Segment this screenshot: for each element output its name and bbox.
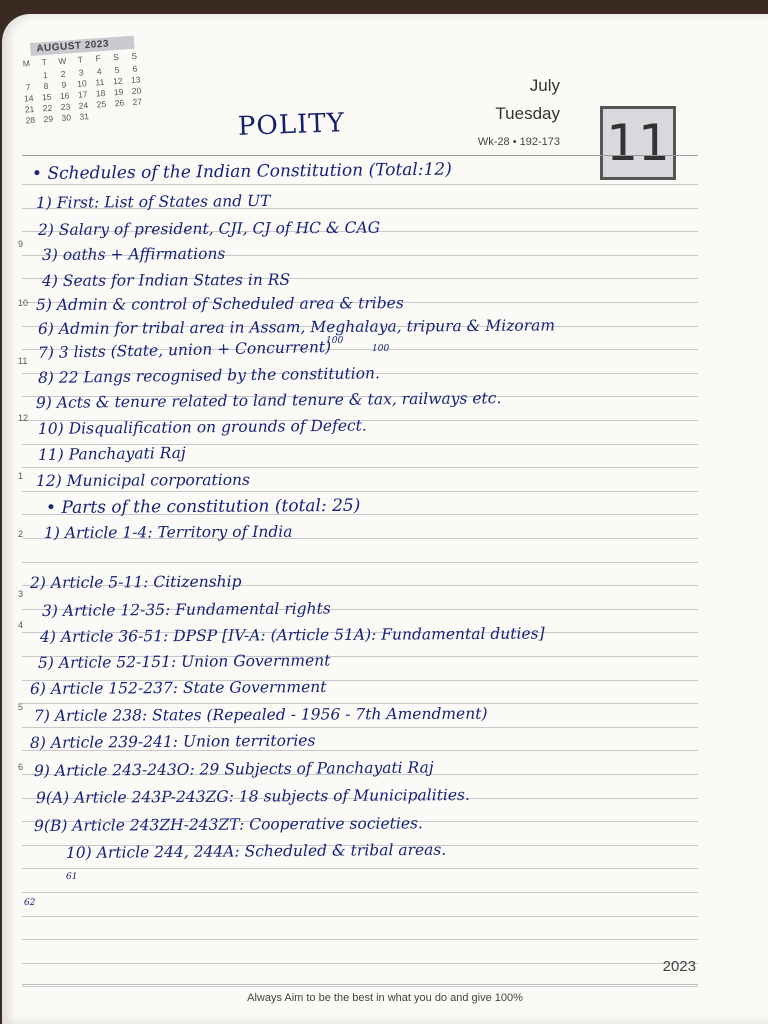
calendar-title: AUGUST 2023: [30, 36, 135, 56]
calendar-weekday: F: [95, 53, 102, 64]
calendar-weekday: S: [130, 50, 138, 61]
parts-title: • Parts of the constitution (total: 25): [45, 495, 361, 518]
calendar-date: 6: [132, 63, 138, 74]
calendar-date: 25: [96, 98, 107, 110]
calendar-weekday: S: [112, 51, 120, 63]
calendar-date: 28: [25, 114, 36, 126]
calendar-date: 7: [25, 82, 31, 93]
ruled-line: [22, 703, 698, 704]
annotation: 100: [372, 344, 390, 354]
schedule-item: 5) Admin & control of Scheduled area & tribes: [35, 294, 404, 314]
ruled-line: [22, 868, 698, 869]
calendar-date: 5: [114, 64, 120, 76]
ruled-line: [22, 491, 698, 492]
mini-calendar: [16, 35, 151, 127]
margin-hour-number: 12: [18, 413, 29, 423]
calendar-date: 22: [42, 102, 53, 114]
calendar-date: 3: [78, 67, 84, 78]
annotation: 62: [23, 897, 36, 908]
margin-hour-number: 10: [18, 298, 29, 308]
margin-hour-number: 6: [18, 762, 24, 772]
date-block: [468, 64, 748, 172]
part-item: 2) Article 5-11: Citizenship: [29, 572, 242, 592]
part-item: 3) Article 12-35: Fundamental rights: [41, 599, 331, 620]
part-item: 7) Article 238: States (Repealed - 1956 - 7th Amendment): [33, 704, 488, 725]
schedule-item: 8) 22 Langs recognised by the constitution.: [37, 364, 381, 387]
calendar-date: 1: [42, 69, 48, 81]
calendar-date: 27: [132, 96, 143, 107]
week-number: Wk-28 • 192-173: [477, 136, 560, 148]
annotation: 100: [326, 336, 344, 346]
date-weekday: Tuesday: [495, 104, 560, 123]
calendar-date: 30: [61, 112, 72, 123]
part-item: 4) Article 36-51: DPSP [IV-A: (Article 51A): Fundamental duties]: [39, 624, 545, 646]
margin-hour-number: 2: [18, 529, 24, 539]
ruled-line: [22, 916, 698, 917]
ruled-line: [22, 892, 698, 893]
schedules-title: • Schedules of the Indian Constitution (Total:12): [31, 159, 452, 184]
calendar-date: 15: [41, 91, 52, 103]
calendar-date: 19: [113, 86, 124, 98]
calendar-date: [111, 108, 130, 120]
ruled-line: [22, 184, 698, 185]
schedule-item: 2) Salary of president, CJI, CJ of HC & CAG: [37, 218, 381, 239]
calendar-date: 12: [112, 75, 123, 87]
calendar-weekday: M: [22, 58, 31, 69]
calendar-date: 14: [23, 92, 34, 104]
header-rule: [22, 155, 698, 156]
calendar-date: 26: [114, 97, 125, 109]
ruled-line: [22, 986, 698, 987]
schedule-item: 3) oaths + Affirmations: [41, 244, 226, 264]
calendar-date: 31: [79, 111, 90, 122]
date-month: July: [529, 76, 560, 95]
calendar-date: 16: [59, 90, 70, 102]
calendar-weekday: W: [57, 55, 67, 67]
part-item: 9(A) Article 243P-243ZG: 18 subjects of Municipalities.: [35, 785, 470, 807]
ruled-line: [22, 963, 698, 964]
ruled-line: [22, 467, 698, 468]
calendar-date: 17: [77, 89, 88, 100]
year-label: 2023: [662, 958, 696, 975]
margin-hour-number: 1: [18, 471, 24, 481]
schedule-item: 10) Disqualification on grounds of Defect.: [37, 416, 367, 438]
calendar-dates: [18, 63, 152, 127]
schedule-item: 9) Acts & tenure related to land tenure & tax, railways etc.: [35, 389, 502, 412]
calendar-date: 2: [60, 68, 66, 79]
schedule-item: 11) Panchayati Raj: [37, 443, 186, 464]
part-item: 9) Article 243-243O: 29 Subjects of Panchayati Raj: [33, 758, 434, 780]
schedule-item: 12) Municipal corporations: [35, 470, 251, 490]
part-item: 5) Article 52-151: Union Government: [37, 651, 331, 672]
schedule-item: 6) Admin for tribal area in Assam, Meghalaya, tripura & Mizoram: [37, 316, 556, 338]
part-item: 9(B) Article 243ZH-243ZT: Cooperative societies.: [33, 814, 423, 835]
calendar-weekday: T: [41, 56, 48, 68]
margin-hour-number: 11: [18, 356, 28, 366]
part-item: 8) Article 239-241: Union territories: [29, 731, 316, 752]
calendar-date: 18: [95, 87, 106, 99]
calendar-date: 13: [130, 74, 141, 86]
diary-page: [2, 14, 768, 1024]
calendar-date: 4: [96, 66, 102, 77]
ruled-line: [22, 727, 698, 728]
margin-hour-number: 5: [18, 702, 24, 712]
calendar-date: 20: [131, 85, 142, 97]
bottom-rule: [22, 984, 698, 985]
calendar-date: 10: [76, 78, 87, 89]
calendar-date: 29: [43, 113, 54, 125]
calendar-date: [93, 110, 112, 122]
calendar-date: 24: [78, 100, 89, 111]
ruled-line: [22, 939, 698, 940]
calendar-date: [129, 107, 148, 119]
day-number: 11: [600, 106, 676, 180]
footer-quote: Always Aim to be the best in what you do and give 100%: [247, 992, 523, 1004]
calendar-date: 23: [60, 101, 71, 113]
part-item: 6) Article 152-237: State Government: [29, 677, 327, 698]
schedule-item: 4) Seats for Indian States in RS: [41, 270, 291, 290]
part-item: 1) Article 1-4: Territory of India: [43, 522, 293, 542]
schedule-item: 1) First: List of States and UT: [35, 191, 271, 212]
margin-hour-number: 9: [18, 239, 24, 249]
page-heading: POLITY: [237, 108, 346, 142]
calendar-date: 8: [43, 80, 49, 92]
calendar-date: 21: [24, 103, 35, 115]
schedule-item: 7) 3 lists (State, union + Concurrent): [37, 337, 332, 362]
calendar-date: 11: [95, 76, 105, 88]
annotation: 61: [65, 871, 78, 882]
ruled-line: [22, 562, 698, 563]
margin-hour-number: 4: [18, 620, 24, 630]
part-item: 10) Article 244, 244A: Scheduled & tribal areas.: [65, 840, 447, 862]
margin-hour-number: 3: [18, 589, 24, 599]
calendar-date: 9: [61, 79, 67, 90]
calendar-weekday: T: [77, 54, 84, 65]
